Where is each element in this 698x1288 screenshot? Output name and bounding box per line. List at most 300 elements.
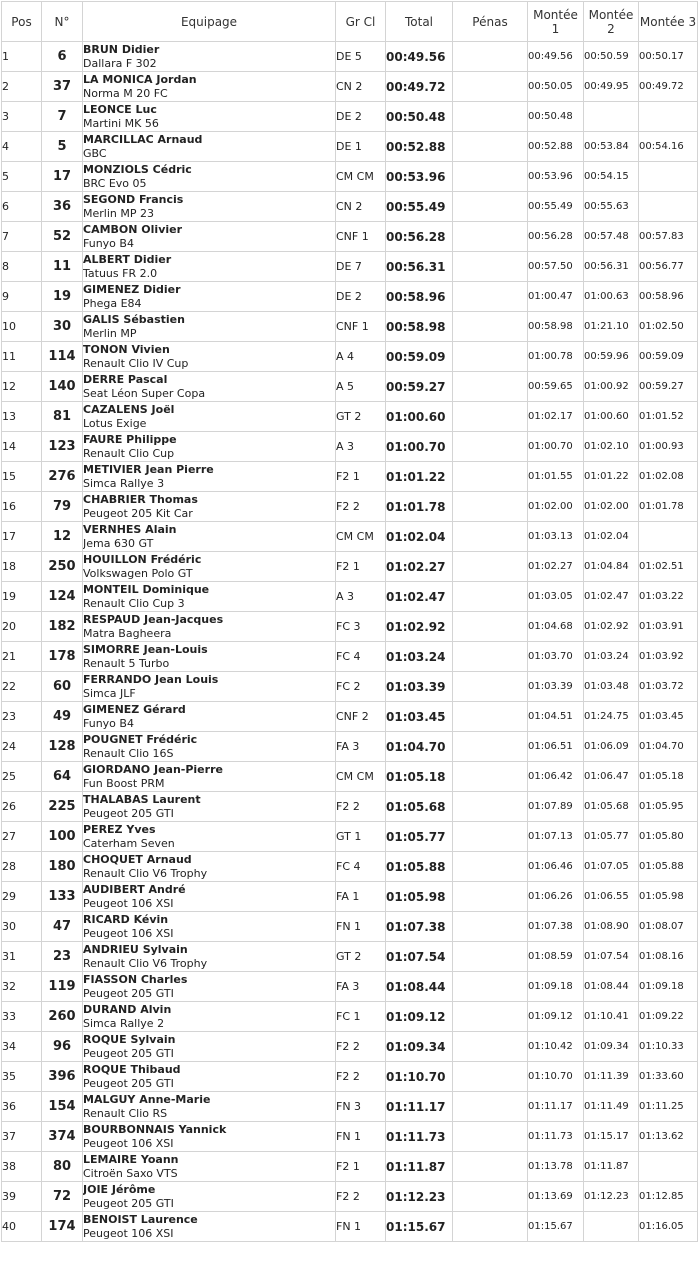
position-cell: 24 <box>2 732 42 762</box>
penalties-cell <box>453 432 528 462</box>
run3-time-cell: 00:49.72 <box>639 72 698 102</box>
run1-time-cell: 01:08.59 <box>528 942 584 972</box>
header-run3: Montée 3 <box>639 2 698 42</box>
run2-time-cell: 01:00.63 <box>584 282 639 312</box>
penalties-cell <box>453 1122 528 1152</box>
run2-time-cell: 00:55.63 <box>584 192 639 222</box>
run2-time-cell: 01:09.34 <box>584 1032 639 1062</box>
driver-name: GIORDANO Jean-Pierre <box>83 762 223 776</box>
total-time-cell: 01:05.68 <box>386 792 453 822</box>
run3-time-cell <box>639 522 698 552</box>
total-time-cell: 00:58.98 <box>386 312 453 342</box>
position-cell: 27 <box>2 822 42 852</box>
driver-name: ALBERT Didier <box>83 252 172 266</box>
crew-cell <box>83 822 336 852</box>
run1-time-cell: 01:09.18 <box>528 972 584 1002</box>
table-row <box>2 762 698 792</box>
car-number-cell: 174 <box>42 1212 83 1242</box>
group-class-cell: F2 2 <box>336 792 386 822</box>
total-time-cell: 01:07.54 <box>386 942 453 972</box>
run3-time-cell: 01:09.18 <box>639 972 698 1002</box>
car-model: Peugeot 106 XSI <box>83 926 174 940</box>
group-class-cell: CN 2 <box>336 72 386 102</box>
total-time-cell: 01:03.45 <box>386 702 453 732</box>
group-class-cell: F2 1 <box>336 1152 386 1182</box>
car-number-cell: 7 <box>42 102 83 132</box>
table-row <box>2 1152 698 1182</box>
group-class-cell: A 5 <box>336 372 386 402</box>
group-class-cell: A 3 <box>336 432 386 462</box>
position-cell: 32 <box>2 972 42 1002</box>
run3-time-cell: 01:13.62 <box>639 1122 698 1152</box>
run1-time-cell: 01:15.67 <box>528 1212 584 1242</box>
penalties-cell <box>453 252 528 282</box>
car-model: Merlin MP <box>83 326 137 340</box>
table-row <box>2 822 698 852</box>
crew-cell <box>83 1092 336 1122</box>
car-model: Funyo B4 <box>83 716 134 730</box>
run2-time-cell: 01:15.17 <box>584 1122 639 1152</box>
crew-cell <box>83 1182 336 1212</box>
crew-cell <box>83 222 336 252</box>
penalties-cell <box>453 822 528 852</box>
penalties-cell <box>453 42 528 72</box>
group-class-cell: CM CM <box>336 162 386 192</box>
run3-time-cell: 01:10.33 <box>639 1032 698 1062</box>
table-row <box>2 102 698 132</box>
run2-time-cell: 01:07.05 <box>584 852 639 882</box>
group-class-cell: DE 7 <box>336 252 386 282</box>
crew-cell <box>83 1062 336 1092</box>
crew-cell <box>83 72 336 102</box>
run2-time-cell: 01:10.41 <box>584 1002 639 1032</box>
driver-name: ROQUE Thibaud <box>83 1062 181 1076</box>
run1-time-cell: 01:06.46 <box>528 852 584 882</box>
total-time-cell: 01:03.24 <box>386 642 453 672</box>
crew-cell <box>83 582 336 612</box>
run3-time-cell: 00:54.16 <box>639 132 698 162</box>
crew-cell <box>83 372 336 402</box>
table-row <box>2 462 698 492</box>
run3-time-cell: 01:03.91 <box>639 612 698 642</box>
group-class-cell: DE 5 <box>336 42 386 72</box>
run2-time-cell: 00:56.31 <box>584 252 639 282</box>
penalties-cell <box>453 1062 528 1092</box>
total-time-cell: 01:05.77 <box>386 822 453 852</box>
position-cell: 39 <box>2 1182 42 1212</box>
run3-time-cell: 01:03.45 <box>639 702 698 732</box>
run2-time-cell: 01:06.09 <box>584 732 639 762</box>
penalties-cell <box>453 72 528 102</box>
group-class-cell: FC 3 <box>336 612 386 642</box>
run2-time-cell: 01:08.44 <box>584 972 639 1002</box>
run1-time-cell: 01:02.00 <box>528 492 584 522</box>
car-number-cell: 114 <box>42 342 83 372</box>
run3-time-cell: 01:33.60 <box>639 1062 698 1092</box>
car-number-cell: 5 <box>42 132 83 162</box>
group-class-cell: F2 2 <box>336 1182 386 1212</box>
run3-time-cell: 01:05.80 <box>639 822 698 852</box>
table-row <box>2 552 698 582</box>
run3-time-cell: 01:04.70 <box>639 732 698 762</box>
run2-time-cell: 01:00.92 <box>584 372 639 402</box>
table-row <box>2 1002 698 1032</box>
table-row <box>2 1092 698 1122</box>
car-number-cell: 96 <box>42 1032 83 1062</box>
group-class-cell: FC 2 <box>336 672 386 702</box>
run2-time-cell: 01:01.22 <box>584 462 639 492</box>
car-model: Caterham Seven <box>83 836 175 850</box>
group-class-cell: FA 1 <box>336 882 386 912</box>
group-class-cell: GT 2 <box>336 942 386 972</box>
car-model: Renault Clio V6 Trophy <box>83 956 208 970</box>
car-number-cell: 374 <box>42 1122 83 1152</box>
driver-name: SEGOND Francis <box>83 192 184 206</box>
crew-cell <box>83 312 336 342</box>
run1-time-cell: 00:57.50 <box>528 252 584 282</box>
car-number-cell: 30 <box>42 312 83 342</box>
position-cell: 36 <box>2 1092 42 1122</box>
driver-name: JOIE Jérôme <box>83 1182 156 1196</box>
group-class-cell: CNF 1 <box>336 312 386 342</box>
table-row <box>2 252 698 282</box>
run2-time-cell: 01:02.92 <box>584 612 639 642</box>
group-class-cell: F2 1 <box>336 462 386 492</box>
car-model: Seat Léon Super Copa <box>83 386 206 400</box>
car-model: Lotus Exige <box>83 416 147 430</box>
table-row <box>2 42 698 72</box>
group-class-cell: F2 2 <box>336 492 386 522</box>
crew-cell <box>83 762 336 792</box>
total-time-cell: 01:02.04 <box>386 522 453 552</box>
table-row <box>2 642 698 672</box>
car-model: Renault Clio Cup <box>83 446 175 460</box>
position-cell: 3 <box>2 102 42 132</box>
penalties-cell <box>453 1152 528 1182</box>
run1-time-cell: 00:52.88 <box>528 132 584 162</box>
crew-cell <box>83 282 336 312</box>
position-cell: 1 <box>2 42 42 72</box>
run1-time-cell: 01:10.70 <box>528 1062 584 1092</box>
run3-time-cell: 00:50.17 <box>639 42 698 72</box>
car-number-cell: 6 <box>42 42 83 72</box>
total-time-cell: 01:11.17 <box>386 1092 453 1122</box>
run3-time-cell: 01:05.18 <box>639 762 698 792</box>
total-time-cell: 01:10.70 <box>386 1062 453 1092</box>
position-cell: 10 <box>2 312 42 342</box>
group-class-cell: DE 1 <box>336 132 386 162</box>
run1-time-cell: 00:59.65 <box>528 372 584 402</box>
driver-name: RESPAUD Jean-Jacques <box>83 612 224 626</box>
driver-name: BOURBONNAIS Yannick <box>83 1122 227 1136</box>
car-model: Simca Rallye 2 <box>83 1016 165 1030</box>
total-time-cell: 00:56.31 <box>386 252 453 282</box>
total-time-cell: 01:02.47 <box>386 582 453 612</box>
driver-name: CHOQUET Arnaud <box>83 852 192 866</box>
penalties-cell <box>453 162 528 192</box>
position-cell: 5 <box>2 162 42 192</box>
run1-time-cell: 01:06.42 <box>528 762 584 792</box>
position-cell: 19 <box>2 582 42 612</box>
position-cell: 40 <box>2 1212 42 1242</box>
position-cell: 9 <box>2 282 42 312</box>
run2-time-cell: 01:11.39 <box>584 1062 639 1092</box>
car-number-cell: 80 <box>42 1152 83 1182</box>
car-model: Renault Clio RS <box>83 1106 168 1120</box>
run1-time-cell: 01:09.12 <box>528 1002 584 1032</box>
table-row <box>2 1122 698 1152</box>
crew-cell <box>83 192 336 222</box>
run2-time-cell: 00:50.59 <box>584 42 639 72</box>
total-time-cell: 00:56.28 <box>386 222 453 252</box>
position-cell: 38 <box>2 1152 42 1182</box>
car-model: Funyo B4 <box>83 236 134 250</box>
run1-time-cell: 01:03.39 <box>528 672 584 702</box>
penalties-cell <box>453 462 528 492</box>
car-model: Renault 5 Turbo <box>83 656 170 670</box>
run2-time-cell: 01:02.47 <box>584 582 639 612</box>
run2-time-cell <box>584 102 639 132</box>
run1-time-cell: 01:07.89 <box>528 792 584 822</box>
header-row <box>2 2 698 42</box>
total-time-cell: 01:03.39 <box>386 672 453 702</box>
crew-cell <box>83 912 336 942</box>
group-class-cell: FA 3 <box>336 732 386 762</box>
penalties-cell <box>453 1032 528 1062</box>
crew-cell <box>83 792 336 822</box>
run1-time-cell: 01:06.51 <box>528 732 584 762</box>
run2-time-cell <box>584 1212 639 1242</box>
position-cell: 13 <box>2 402 42 432</box>
group-class-cell: GT 1 <box>336 822 386 852</box>
car-number-cell: 47 <box>42 912 83 942</box>
group-class-cell: F2 1 <box>336 552 386 582</box>
car-model: Peugeot 205 GTI <box>83 1076 174 1090</box>
car-model: Martini MK 56 <box>83 116 159 130</box>
driver-name: POUGNET Frédéric <box>83 732 198 746</box>
run1-time-cell: 01:04.51 <box>528 702 584 732</box>
group-class-cell: FN 1 <box>336 1212 386 1242</box>
run3-time-cell: 01:11.25 <box>639 1092 698 1122</box>
run2-time-cell: 01:04.84 <box>584 552 639 582</box>
position-cell: 20 <box>2 612 42 642</box>
car-number-cell: 100 <box>42 822 83 852</box>
group-class-cell: CNF 2 <box>336 702 386 732</box>
run3-time-cell: 01:09.22 <box>639 1002 698 1032</box>
driver-name: FIASSON Charles <box>83 972 188 986</box>
penalties-cell <box>453 942 528 972</box>
table-row <box>2 852 698 882</box>
penalties-cell <box>453 912 528 942</box>
crew-cell <box>83 882 336 912</box>
car-model: Peugeot 205 GTI <box>83 1196 174 1210</box>
group-class-cell: FN 1 <box>336 1122 386 1152</box>
total-time-cell: 01:07.38 <box>386 912 453 942</box>
car-model: Dallara F 302 <box>83 56 157 70</box>
table-row <box>2 372 698 402</box>
run3-time-cell <box>639 102 698 132</box>
run1-time-cell: 01:01.55 <box>528 462 584 492</box>
penalties-cell <box>453 702 528 732</box>
run3-time-cell: 01:08.16 <box>639 942 698 972</box>
results-table <box>1 1 698 1242</box>
crew-cell <box>83 102 336 132</box>
penalties-cell <box>453 402 528 432</box>
crew-cell <box>83 132 336 162</box>
run2-time-cell: 00:54.15 <box>584 162 639 192</box>
table-row <box>2 522 698 552</box>
car-number-cell: 37 <box>42 72 83 102</box>
total-time-cell: 00:49.56 <box>386 42 453 72</box>
position-cell: 23 <box>2 702 42 732</box>
run3-time-cell: 01:03.92 <box>639 642 698 672</box>
driver-name: LEONCE Luc <box>83 102 157 116</box>
penalties-cell <box>453 192 528 222</box>
car-model: Norma M 20 FC <box>83 86 168 100</box>
position-cell: 15 <box>2 462 42 492</box>
position-cell: 8 <box>2 252 42 282</box>
car-model: Simca JLF <box>83 686 136 700</box>
group-class-cell: FA 3 <box>336 972 386 1002</box>
crew-cell <box>83 942 336 972</box>
group-class-cell: FC 4 <box>336 642 386 672</box>
driver-name: GIMENEZ Gérard <box>83 702 186 716</box>
crew-cell <box>83 462 336 492</box>
run1-time-cell: 01:13.69 <box>528 1182 584 1212</box>
penalties-cell <box>453 282 528 312</box>
car-number-cell: 260 <box>42 1002 83 1032</box>
position-cell: 29 <box>2 882 42 912</box>
table-row <box>2 972 698 1002</box>
driver-name: DURAND Alvin <box>83 1002 172 1016</box>
group-class-cell: CM CM <box>336 762 386 792</box>
position-cell: 35 <box>2 1062 42 1092</box>
driver-name: ANDRIEU Sylvain <box>83 942 188 956</box>
run2-time-cell: 01:12.23 <box>584 1182 639 1212</box>
run2-time-cell: 00:59.96 <box>584 342 639 372</box>
penalties-cell <box>453 1182 528 1212</box>
driver-name: FERRANDO Jean Louis <box>83 672 219 686</box>
table-row <box>2 1032 698 1062</box>
total-time-cell: 00:52.88 <box>386 132 453 162</box>
car-number-cell: 178 <box>42 642 83 672</box>
table-row <box>2 312 698 342</box>
penalties-cell <box>453 552 528 582</box>
car-number-cell: 225 <box>42 792 83 822</box>
car-number-cell: 81 <box>42 402 83 432</box>
total-time-cell: 01:01.22 <box>386 462 453 492</box>
driver-name: VERNHES Alain <box>83 522 177 536</box>
group-class-cell: CNF 1 <box>336 222 386 252</box>
total-time-cell: 01:11.73 <box>386 1122 453 1152</box>
car-number-cell: 60 <box>42 672 83 702</box>
run3-time-cell: 01:16.05 <box>639 1212 698 1242</box>
crew-cell <box>83 162 336 192</box>
penalties-cell <box>453 762 528 792</box>
driver-name: HOUILLON Frédéric <box>83 552 202 566</box>
car-model: Fun Boost PRM <box>83 776 165 790</box>
run1-time-cell: 00:50.48 <box>528 102 584 132</box>
run1-time-cell: 01:03.13 <box>528 522 584 552</box>
driver-name: AUDIBERT André <box>83 882 186 896</box>
car-model: Volkswagen Polo GT <box>83 566 193 580</box>
run2-time-cell: 01:21.10 <box>584 312 639 342</box>
total-time-cell: 01:11.87 <box>386 1152 453 1182</box>
run2-time-cell: 01:02.10 <box>584 432 639 462</box>
run3-time-cell: 00:59.09 <box>639 342 698 372</box>
run3-time-cell: 01:02.08 <box>639 462 698 492</box>
run2-time-cell: 01:07.54 <box>584 942 639 972</box>
crew-cell <box>83 1122 336 1152</box>
penalties-cell <box>453 1092 528 1122</box>
run3-time-cell <box>639 1152 698 1182</box>
run3-time-cell: 00:57.83 <box>639 222 698 252</box>
driver-name: MONZIOLS Cédric <box>83 162 192 176</box>
run2-time-cell: 00:49.95 <box>584 72 639 102</box>
car-model: Tatuus FR 2.0 <box>83 266 158 280</box>
run2-time-cell: 01:05.68 <box>584 792 639 822</box>
driver-name: ROQUE Sylvain <box>83 1032 176 1046</box>
total-time-cell: 01:05.18 <box>386 762 453 792</box>
table-row <box>2 432 698 462</box>
car-model: Matra Bagheera <box>83 626 172 640</box>
total-time-cell: 00:53.96 <box>386 162 453 192</box>
penalties-cell <box>453 1002 528 1032</box>
run1-time-cell: 00:50.05 <box>528 72 584 102</box>
car-model: GBC <box>83 146 107 160</box>
run1-time-cell: 01:00.78 <box>528 342 584 372</box>
run1-time-cell: 00:56.28 <box>528 222 584 252</box>
run3-time-cell <box>639 162 698 192</box>
run3-time-cell: 00:59.27 <box>639 372 698 402</box>
run2-time-cell: 01:02.00 <box>584 492 639 522</box>
table-row <box>2 1182 698 1212</box>
penalties-cell <box>453 1212 528 1242</box>
results-table-body <box>2 42 698 1242</box>
car-model: Renault Clio Cup 3 <box>83 596 185 610</box>
crew-cell <box>83 642 336 672</box>
table-row <box>2 402 698 432</box>
car-number-cell: 140 <box>42 372 83 402</box>
car-number-cell: 12 <box>42 522 83 552</box>
crew-cell <box>83 612 336 642</box>
position-cell: 6 <box>2 192 42 222</box>
run3-time-cell: 01:01.78 <box>639 492 698 522</box>
crew-cell <box>83 1152 336 1182</box>
crew-cell <box>83 972 336 1002</box>
car-number-cell: 396 <box>42 1062 83 1092</box>
car-model: BRC Evo 05 <box>83 176 147 190</box>
driver-name: LA MONICA Jordan <box>83 72 197 86</box>
total-time-cell: 00:58.96 <box>386 282 453 312</box>
car-model: Renault Clio 16S <box>83 746 174 760</box>
car-model: Peugeot 205 Kit Car <box>83 506 193 520</box>
header-run2: Montée 2 <box>584 2 639 42</box>
car-number-cell: 133 <box>42 882 83 912</box>
car-model: Peugeot 205 GTI <box>83 1046 174 1060</box>
car-number-cell: 180 <box>42 852 83 882</box>
car-number-cell: 123 <box>42 432 83 462</box>
table-row <box>2 912 698 942</box>
crew-cell <box>83 732 336 762</box>
total-time-cell: 01:12.23 <box>386 1182 453 1212</box>
position-cell: 14 <box>2 432 42 462</box>
run2-time-cell: 01:11.49 <box>584 1092 639 1122</box>
position-cell: 4 <box>2 132 42 162</box>
group-class-cell: FC 1 <box>336 1002 386 1032</box>
results-table-header <box>2 2 698 42</box>
car-model: Citroën Saxo VTS <box>83 1166 178 1180</box>
